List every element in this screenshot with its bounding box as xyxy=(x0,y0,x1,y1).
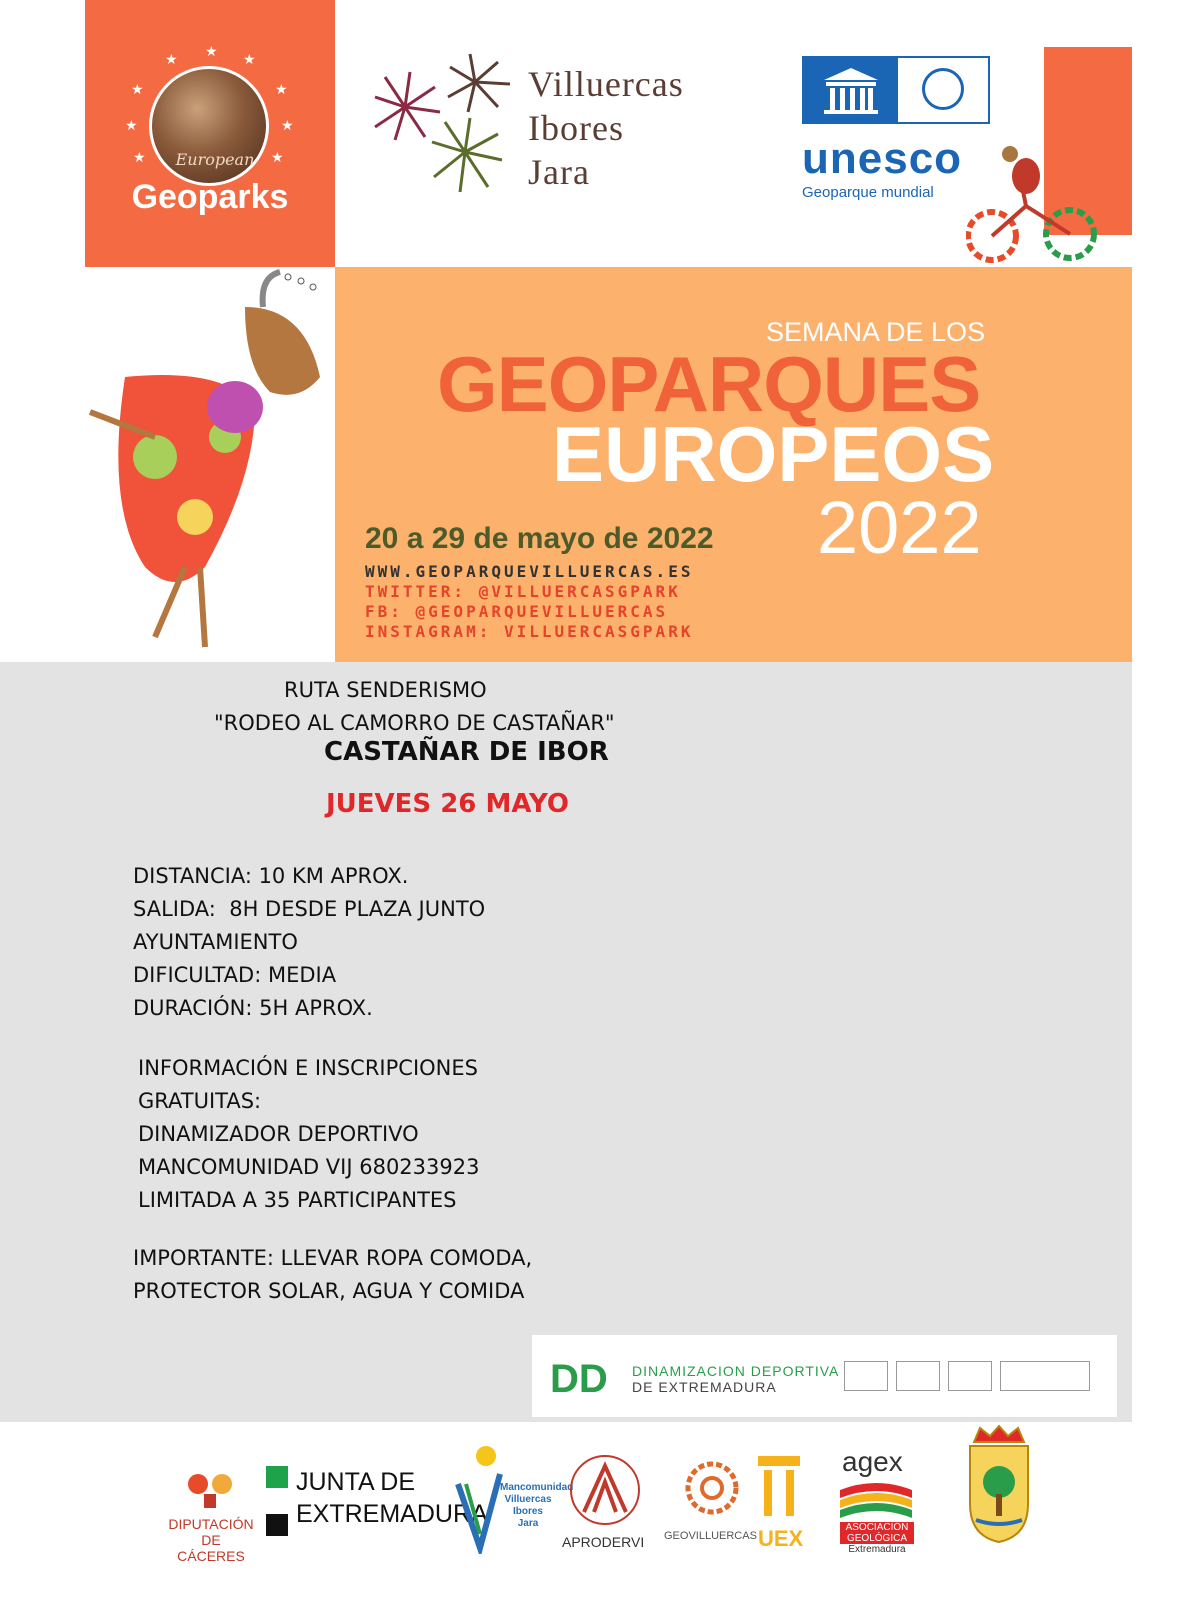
star-icon: ★ xyxy=(165,52,178,68)
geoparks-top-word: European xyxy=(175,150,255,169)
detail-difficulty: DIFICULTAD: MEDIA xyxy=(133,963,337,987)
title-year: 2022 xyxy=(817,486,982,569)
instagram-handle[interactable]: INSTAGRAM: VILLUERCASGPARK xyxy=(365,622,694,641)
geovilluercas-text: GEOVILLUERCAS xyxy=(664,1530,757,1542)
star-icon: ★ xyxy=(275,82,288,98)
sponsor-logo-icon xyxy=(844,1361,888,1391)
geoparks-word: Geoparks xyxy=(131,178,289,216)
star-icon: ★ xyxy=(243,52,256,68)
dinamizacion-deportiva-logos xyxy=(532,1335,1117,1417)
diputacion-line-2: DE CÁCERES xyxy=(177,1532,245,1564)
mancomunidad-line-1: Mancomunidad xyxy=(500,1482,574,1493)
junta-green-square-icon xyxy=(266,1466,288,1488)
website-link[interactable]: WWW.GEOPARQUEVILLUERCAS.ES xyxy=(365,562,694,581)
junta-line-1: JUNTA DE xyxy=(296,1468,415,1496)
dd-line-2: DE EXTREMADURA xyxy=(632,1379,777,1395)
sponsors-footer xyxy=(0,1422,1187,1600)
mancomunidad-line-3: Ibores xyxy=(512,1506,543,1517)
diputacion-line-1: DIPUTACIÓN xyxy=(168,1516,254,1532)
unesco-emblem xyxy=(802,56,990,124)
unesco-subtitle: Geoparque mundial xyxy=(802,184,934,201)
unesco-temple-icon xyxy=(804,58,898,122)
sponsor-logo-icon xyxy=(1000,1361,1090,1391)
mascot-panel xyxy=(85,267,335,662)
mancomunidad-text xyxy=(500,1482,574,1530)
event-dates: 20 a 29 de mayo de 2022 xyxy=(365,522,714,555)
info-phone: MANCOMUNIDAD VIJ 680233923 xyxy=(138,1155,480,1179)
star-icon: ★ xyxy=(131,82,144,98)
star-icon: ★ xyxy=(205,44,218,60)
agex-line-3: Extremadura xyxy=(840,1544,914,1555)
diputacion-text xyxy=(166,1516,256,1564)
event-location: CASTAÑAR DE IBOR xyxy=(324,737,609,767)
vij-logo-text xyxy=(528,62,684,194)
dd-mark: DD xyxy=(550,1357,608,1401)
sponsor-logo-icon xyxy=(896,1361,940,1391)
dd-line-1: DINAMIZACION DEPORTIVA xyxy=(632,1363,840,1379)
title-geoparques: GEOPARQUES xyxy=(437,340,981,428)
event-banner xyxy=(85,267,1132,662)
detail-distance: DISTANCIA: 10 KM APROX. xyxy=(133,864,409,888)
vij-line-2: Ibores xyxy=(528,108,624,148)
uex-column-icon xyxy=(754,1452,804,1522)
agex-text xyxy=(840,1522,914,1555)
facebook-handle[interactable]: FB: @GEOPARQUEVILLUERCAS xyxy=(365,602,669,621)
globe-icon xyxy=(922,68,964,110)
detail-departure: SALIDA: 8H DESDE PLAZA JUNTO xyxy=(133,897,486,921)
important-line: PROTECTOR SOLAR, AGUA Y COMIDA xyxy=(133,1279,525,1303)
info-line: INFORMACIÓN E INSCRIPCIONES xyxy=(138,1056,478,1080)
geovilluercas-emblem-icon xyxy=(682,1458,742,1518)
vij-line-1: Villuercas xyxy=(528,64,684,104)
event-info-panel xyxy=(0,662,1132,1422)
star-icon: ★ xyxy=(281,118,294,134)
title-europeos: EUROPEOS xyxy=(552,410,995,498)
mancomunidad-line-4: Jara xyxy=(517,1518,539,1529)
goat-mascot-icon xyxy=(85,267,335,662)
star-icon: ★ xyxy=(125,118,138,134)
route-type: RUTA SENDERISMO xyxy=(284,678,487,702)
cyclist-mascot-icon xyxy=(966,146,1116,266)
info-line: GRATUITAS: xyxy=(138,1089,262,1113)
info-line: DINAMIZADOR DEPORTIVO xyxy=(138,1122,419,1146)
event-day: JUEVES 26 MAYO xyxy=(326,789,569,819)
aprodervi-emblem-icon xyxy=(568,1452,642,1528)
uex-text: UEX xyxy=(758,1526,804,1551)
vij-flowers-icon xyxy=(370,52,520,202)
diputacion-emblem-icon xyxy=(182,1464,238,1510)
agex-line-2: GEOLÓGICA xyxy=(846,1533,907,1544)
sponsor-logo-icon xyxy=(948,1361,992,1391)
twitter-handle[interactable]: TWITTER: @VILLUERCASGPARK xyxy=(365,582,681,601)
mancomunidad-emblem-icon xyxy=(454,1444,504,1554)
junta-black-square-icon xyxy=(266,1514,288,1536)
star-icon: ★ xyxy=(271,150,284,166)
important-line: IMPORTANTE: LLEVAR ROPA COMODA, xyxy=(133,1246,533,1270)
european-geoparks-logo xyxy=(85,0,335,267)
semana-label: SEMANA DE LOS xyxy=(766,317,986,347)
vij-line-3: Jara xyxy=(528,152,590,192)
unesco-word: unesco xyxy=(802,134,963,183)
star-icon: ★ xyxy=(133,150,146,166)
mancomunidad-line-2: Villuercas xyxy=(504,1494,552,1505)
info-limit: LIMITADA A 35 PARTICIPANTES xyxy=(138,1188,457,1212)
junta-line-2: EXTREMADURA xyxy=(296,1500,488,1528)
detail-duration: DURACIÓN: 5H APROX. xyxy=(133,996,373,1020)
detail-departure-place: AYUNTAMIENTO xyxy=(133,930,298,954)
agex-layers-icon xyxy=(838,1480,914,1520)
route-name: "RODEO AL CAMORRO DE CASTAÑAR" xyxy=(214,711,615,735)
agex-line-1: ASOCIACIÓN xyxy=(845,1522,909,1533)
aprodervi-text: APRODERVI xyxy=(562,1534,645,1550)
castanar-coat-of-arms-icon xyxy=(966,1424,1032,1546)
agex-word: agex xyxy=(842,1446,903,1477)
